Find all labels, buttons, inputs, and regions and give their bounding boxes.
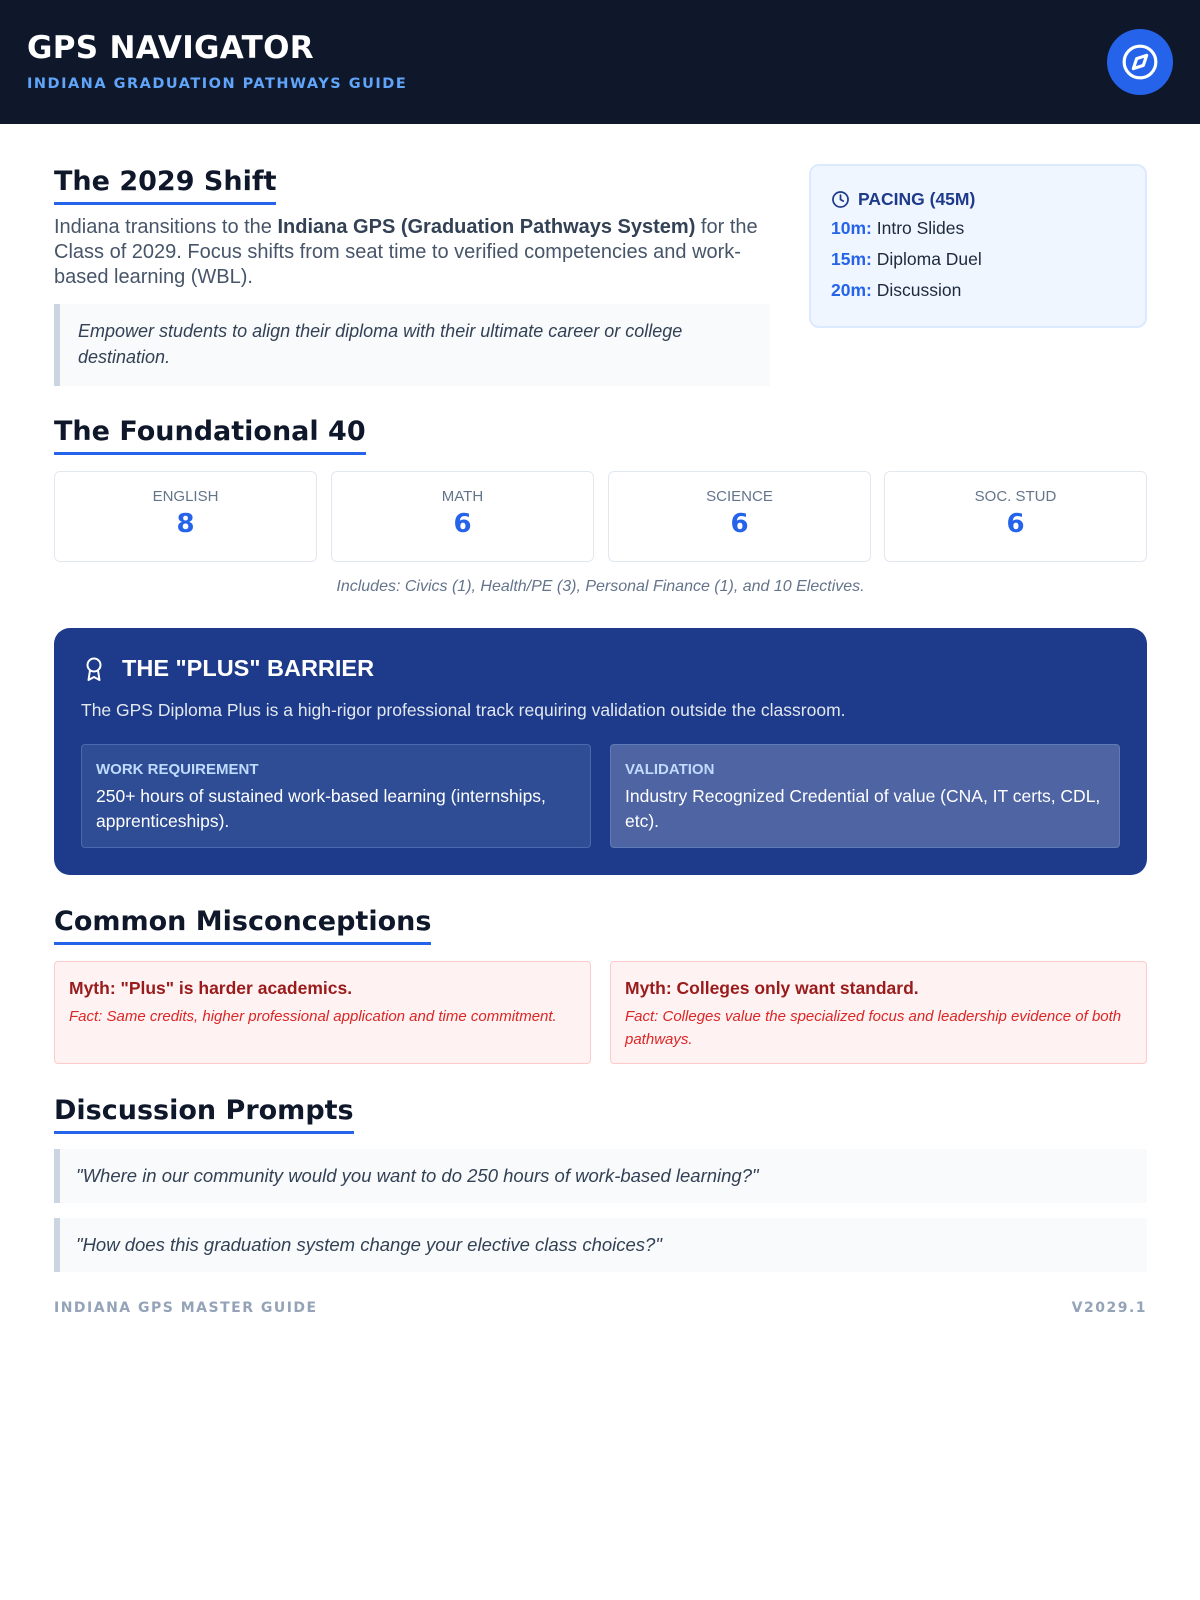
fact-text: Fact: Colleges value the specialized focus and leadership evidence of both pathways. bbox=[625, 1008, 1122, 1048]
discussion-title: Discussion Prompts bbox=[54, 1095, 354, 1134]
clock-icon bbox=[831, 190, 850, 209]
pacing-time: 15m: bbox=[831, 249, 872, 269]
stat-card-science bbox=[608, 471, 871, 562]
pacing-label: Diploma Duel bbox=[876, 249, 982, 269]
myth-text: Myth: "Plus" is harder academics. bbox=[69, 978, 353, 998]
plus-barrier-panel bbox=[54, 628, 1147, 875]
stat-label: MATH bbox=[441, 488, 484, 505]
stat-label: SCIENCE bbox=[706, 488, 773, 505]
plus-barrier-description: The GPS Diploma Plus is a high-rigor professional track requiring validation outside the classroom. bbox=[81, 700, 846, 720]
intro-text-start: Indiana transitions to the bbox=[54, 216, 278, 238]
stat-label: ENGLISH bbox=[152, 488, 219, 505]
pacing-title: PACING (45M) bbox=[858, 188, 976, 209]
work-requirement-text: 250+ hours of sustained work-based learning (internships, apprenticeships). bbox=[96, 786, 546, 831]
footer-guide-name: INDIANA GPS MASTER GUIDE bbox=[54, 1300, 318, 1316]
mission-quote: Empower students to align their diploma with their ultimate career or college destination. bbox=[54, 304, 770, 386]
myth-card bbox=[54, 961, 591, 1064]
app-subtitle: INDIANA GRADUATION PATHWAYS GUIDE bbox=[27, 76, 408, 92]
compass-button[interactable] bbox=[1107, 29, 1173, 95]
validation-text: Industry Recognized Credential of value (CNA, IT certs, CDL, etc). bbox=[625, 786, 1101, 831]
stat-card-math bbox=[331, 471, 594, 562]
validation-box bbox=[610, 744, 1120, 848]
intro-text-bold: Indiana GPS (Graduation Pathways System) bbox=[277, 216, 696, 238]
pacing-label: Discussion bbox=[876, 280, 962, 300]
pacing-time: 20m: bbox=[831, 280, 872, 300]
award-icon bbox=[82, 656, 106, 682]
stat-value: 6 bbox=[453, 509, 472, 539]
discussion-prompt: "How does this graduation system change your elective class choices?" bbox=[54, 1218, 1147, 1272]
app-header bbox=[0, 0, 1200, 124]
compass-icon bbox=[1121, 43, 1159, 81]
plus-barrier-header bbox=[82, 655, 374, 682]
footer-version: V2029.1 bbox=[1071, 1300, 1147, 1316]
pacing-label: Intro Slides bbox=[876, 218, 965, 238]
foundational-title: The Foundational 40 bbox=[54, 416, 366, 455]
stat-label: SOC. STUD bbox=[974, 488, 1057, 505]
stat-value: 8 bbox=[176, 509, 195, 539]
pacing-time: 10m: bbox=[831, 218, 872, 238]
discussion-prompt: "Where in our community would you want to do 250 hours of work-based learning?" bbox=[54, 1149, 1147, 1203]
stat-card-english bbox=[54, 471, 317, 562]
shift-title: The 2029 Shift bbox=[54, 166, 276, 205]
work-requirement-label: WORK REQUIREMENT bbox=[96, 761, 259, 778]
validation-label: VALIDATION bbox=[625, 761, 715, 778]
pacing-item bbox=[831, 249, 1125, 274]
pacing-header bbox=[831, 186, 1125, 212]
myth-card bbox=[610, 961, 1147, 1064]
intro-text-end: for the Class of 2029. Focus shifts from seat time to verified competencies and work-based learning (WBL). bbox=[54, 216, 758, 288]
misconceptions-title: Common Misconceptions bbox=[54, 906, 431, 945]
stat-value: 6 bbox=[1006, 509, 1025, 539]
shift-intro bbox=[54, 215, 774, 290]
stat-card-social-studies bbox=[884, 471, 1147, 562]
plus-barrier-title: THE "PLUS" BARRIER bbox=[122, 655, 375, 681]
work-requirement-box bbox=[81, 744, 591, 848]
app-title: GPS NAVIGATOR bbox=[27, 30, 314, 66]
pacing-card bbox=[809, 164, 1147, 328]
myth-text: Myth: Colleges only want standard. bbox=[625, 978, 919, 998]
pacing-item bbox=[831, 280, 1125, 305]
credits-note: Includes: Civics (1), Health/PE (3), Personal Finance (1), and 10 Electives. bbox=[336, 578, 865, 595]
fact-text: Fact: Same credits, higher professional application and time commitment. bbox=[69, 1008, 557, 1025]
pacing-item bbox=[831, 218, 1125, 243]
stat-value: 6 bbox=[730, 509, 749, 539]
